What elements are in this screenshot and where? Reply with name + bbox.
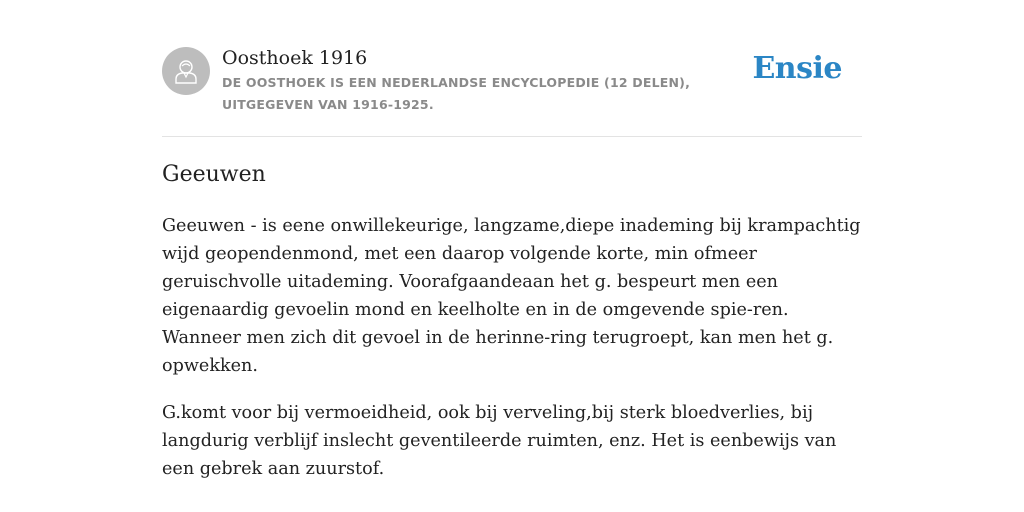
source-avatar[interactable] — [162, 47, 210, 95]
user-icon — [171, 56, 201, 86]
entry-paragraph: G.komt voor bij vermoeidheid, ook bij verveling,bij sterk bloedverlies, bij langdurig verblijf inslecht geventileerde ruimten, enz. Het is eenbewijs van een gebrek aan zuurstof. — [162, 403, 837, 479]
source-header — [162, 46, 862, 137]
source-title[interactable]: Oosthoek 1916 — [222, 47, 368, 69]
ensie-logo[interactable]: Ensie — [752, 51, 842, 86]
entry-title: Geeuwen — [162, 162, 266, 187]
entry-body — [162, 212, 862, 502]
entry-paragraph: Geeuwen - is eene onwillekeurige, langzame,diepe inademing bij krampachtig wijd geopendenmond, met een daarop volgende korte, min ofmeer geruischvolle uitademing. Voorafgaandeaan het g. bespeurt men een eigenaardig gevoelin mond en keelholte en in de omgevende spie-ren. Wanneer men zich dit gevoel in de herinne-ring terugroept, kan men het g. opwekken. — [162, 216, 861, 376]
source-description: DE OOSTHOEK IS EEN NEDERLANDSE ENCYCLOPEDIE (12 DELEN), UITGEGEVEN VAN 1916-1925. — [222, 75, 691, 112]
